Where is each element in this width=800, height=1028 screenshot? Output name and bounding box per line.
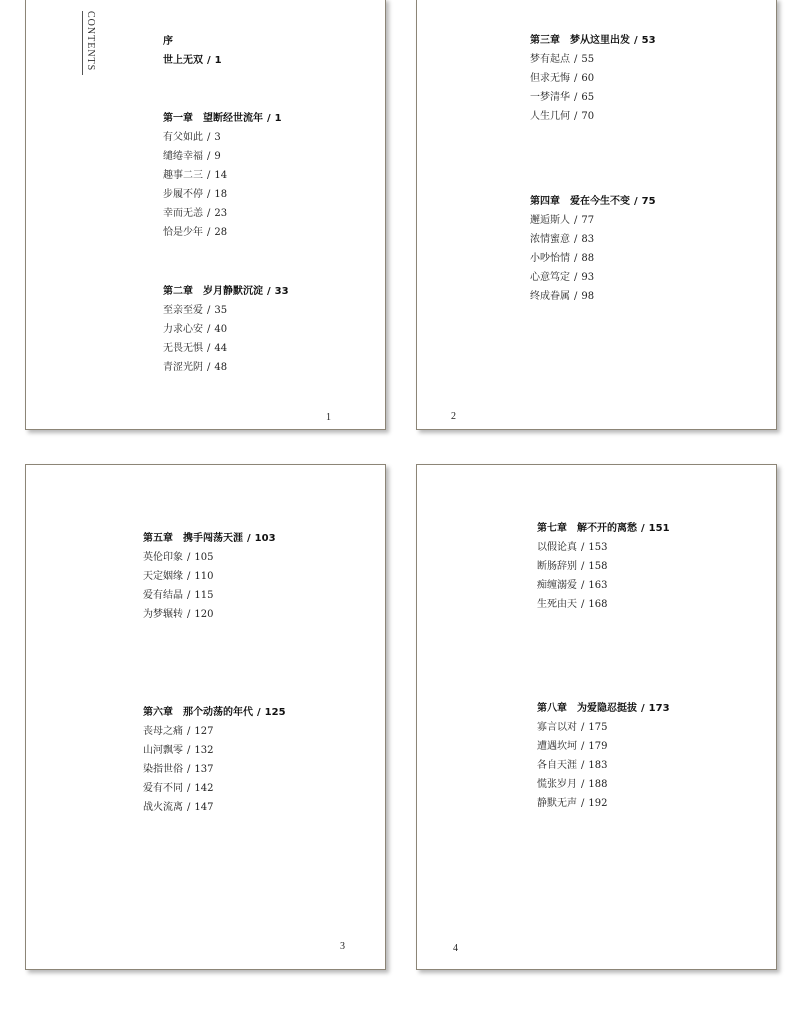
toc-entry: 终成眷属 / 98 [530, 291, 595, 302]
toc-entry: 爱有结晶 / 115 [143, 590, 214, 601]
page-number: 2 [451, 411, 456, 422]
toc-entry: 以假论真 / 153 [537, 542, 608, 553]
toc-entry: 静默无声 / 192 [537, 798, 608, 809]
toc-entry: 战火流离 / 147 [143, 802, 214, 813]
toc-entry: 山河飘零 / 132 [143, 745, 214, 756]
toc-entry: 恰是少年 / 28 [163, 227, 228, 238]
toc-entry: 生死由天 / 168 [537, 599, 608, 610]
chapter-7-block [537, 519, 670, 614]
toc-entry: 为梦辗转 / 120 [143, 609, 214, 620]
toc-entry: 心意笃定 / 93 [530, 272, 595, 283]
toc-entry: 缱绻幸福 / 9 [163, 151, 221, 162]
chapter-3-block [530, 31, 656, 126]
toc-entry: 遭遇坎坷 / 179 [537, 741, 608, 752]
chapter-4-block [530, 192, 656, 306]
toc-page-1 [25, 0, 386, 430]
toc-entry: 有父如此 / 3 [163, 132, 221, 143]
preface-block [163, 32, 222, 70]
toc-page-2 [416, 0, 777, 430]
toc-entry: 趣事二三 / 14 [163, 170, 228, 181]
page-number: 3 [340, 941, 345, 952]
chapter-title: 第二章 岁月静默沉淀 / 33 [163, 286, 289, 297]
toc-entry: 步履不停 / 18 [163, 189, 228, 200]
toc-entry: 爱有不同 / 142 [143, 783, 214, 794]
chapter-title: 第七章 解不开的离愁 / 151 [537, 523, 670, 534]
toc-entry: 至亲至爱 / 35 [163, 305, 228, 316]
toc-entry: 人生几何 / 70 [530, 111, 595, 122]
page-number: 1 [326, 412, 331, 423]
toc-entry: 无畏无惧 / 44 [163, 343, 228, 354]
toc-entry: 断肠辞别 / 158 [537, 561, 608, 572]
toc-entry: 小吵怡情 / 88 [530, 253, 595, 264]
toc-entry: 幸而无恙 / 23 [163, 208, 228, 219]
preface-title: 序 [163, 36, 173, 47]
toc-entry: 丧母之痛 / 127 [143, 726, 214, 737]
chapter-title: 第五章 携手闯荡天涯 / 103 [143, 533, 276, 544]
chapter-title: 第四章 爱在今生不变 / 75 [530, 196, 656, 207]
toc-page-4 [416, 464, 777, 970]
toc-entry: 天定姻缘 / 110 [143, 571, 214, 582]
toc-entry: 世上无双 / 1 [163, 55, 222, 66]
chapter-6-block [143, 703, 286, 817]
toc-entry: 染指世俗 / 137 [143, 764, 214, 775]
toc-entry: 痴缠溺爱 / 163 [537, 580, 608, 591]
chapter-2-block [163, 282, 289, 377]
page-number: 4 [453, 943, 458, 954]
contents-label: CONTENTS [82, 11, 96, 75]
toc-entry: 英伦印象 / 105 [143, 552, 214, 563]
toc-page-3 [25, 464, 386, 970]
toc-entry: 青涩光阴 / 48 [163, 362, 228, 373]
toc-entry: 慌张岁月 / 188 [537, 779, 608, 790]
toc-entry: 一梦清华 / 65 [530, 92, 595, 103]
toc-entry: 浓情蜜意 / 83 [530, 234, 595, 245]
toc-entry: 邂逅斯人 / 77 [530, 215, 595, 226]
chapter-title: 第八章 为爱隐忍挺拔 / 173 [537, 703, 670, 714]
chapter-1-block [163, 109, 282, 242]
toc-entry: 力求心安 / 40 [163, 324, 228, 335]
toc-entry: 寡言以对 / 175 [537, 722, 608, 733]
chapter-title: 第六章 那个动荡的年代 / 125 [143, 707, 286, 718]
toc-entry: 梦有起点 / 55 [530, 54, 595, 65]
chapter-8-block [537, 699, 670, 813]
chapter-title: 第三章 梦从这里出发 / 53 [530, 35, 656, 46]
chapter-title: 第一章 望断经世流年 / 1 [163, 113, 282, 124]
chapter-5-block [143, 529, 276, 624]
toc-entry: 但求无悔 / 60 [530, 73, 595, 84]
toc-entry: 各自天涯 / 183 [537, 760, 608, 771]
